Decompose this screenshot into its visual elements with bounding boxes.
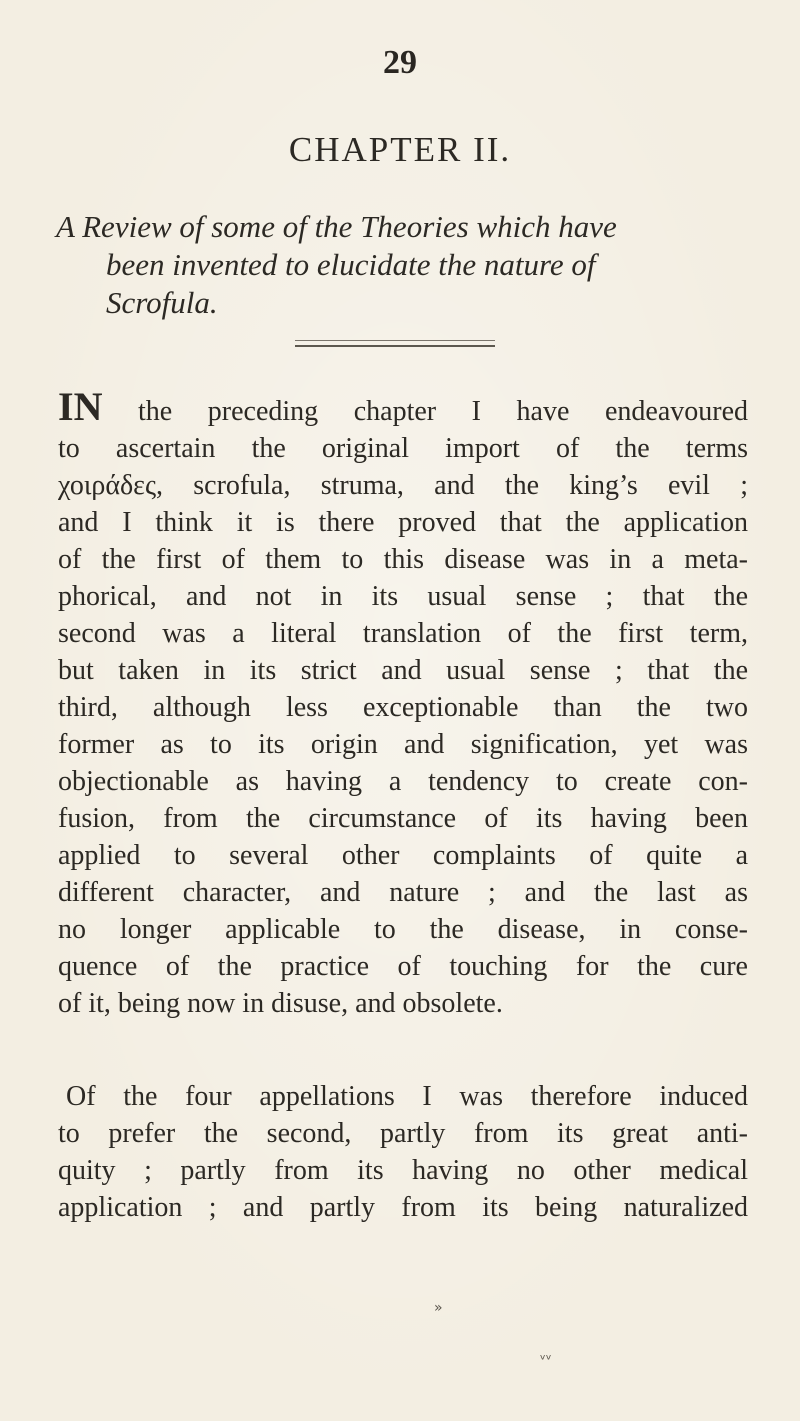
paragraph-2 <box>58 1078 748 1226</box>
paragraph-line: to prefer the second, partly from its great anti- <box>58 1118 748 1149</box>
paragraph-line: second was a literal translation of the first term, <box>58 618 748 649</box>
page-number: 29 <box>383 44 417 81</box>
paragraph-line: third, although less exceptionable than the two <box>58 692 748 723</box>
paragraph-line: no longer applicable to the disease, in conse- <box>58 914 748 945</box>
subtitle-line: A Review of some of the Theories which have <box>56 209 617 244</box>
paragraph-line: to ascertain the original import of the terms <box>58 433 748 464</box>
chapter-heading: CHAPTER II. <box>288 130 512 169</box>
section-divider <box>295 340 495 347</box>
paragraph-line: and I think it is there proved that the application <box>58 507 748 538</box>
paragraph-line: fusion, from the circumstance of its having been <box>58 803 748 834</box>
paragraph-line: quity ; partly from its having no other medical <box>58 1155 748 1186</box>
paragraph-line: applied to several other complaints of quite a <box>58 840 748 871</box>
catchword-mark: » <box>434 1300 443 1316</box>
paragraph-line: application ; and partly from its being naturalized <box>58 1192 748 1223</box>
paragraph-line: but taken in its strict and usual sense ; that the <box>58 655 748 686</box>
paragraph-line: objectionable as having a tendency to create con- <box>58 766 748 797</box>
paragraph-line: quence of the practice of touching for the cure <box>58 951 748 982</box>
paragraph-line: former as to its origin and signification, yet was <box>58 729 748 760</box>
signature-mark: ᵛᵛ <box>540 1352 552 1368</box>
paragraph-line: IN the preceding chapter I have endeavoured <box>58 384 748 429</box>
paragraph-line: of it, being now in disuse, and obsolete. <box>58 988 503 1019</box>
paragraph-line: phorical, and not in its usual sense ; that the <box>58 581 748 612</box>
subtitle-line: Scrofula. <box>106 285 218 320</box>
paragraph-line: different character, and nature ; and the last as <box>58 877 748 908</box>
paragraph-line: χοιράδες, scrofula, struma, and the king’s evil ; <box>58 470 748 501</box>
paragraph-line: of the first of them to this disease was in a meta- <box>58 544 748 575</box>
paragraph-line: Of the four appellations I was therefore induced <box>66 1081 748 1112</box>
drop-cap: IN <box>58 384 103 429</box>
paragraph-1 <box>58 384 748 1022</box>
subtitle-line: been invented to elucidate the nature of <box>106 247 596 282</box>
chapter-subtitle <box>50 208 750 322</box>
